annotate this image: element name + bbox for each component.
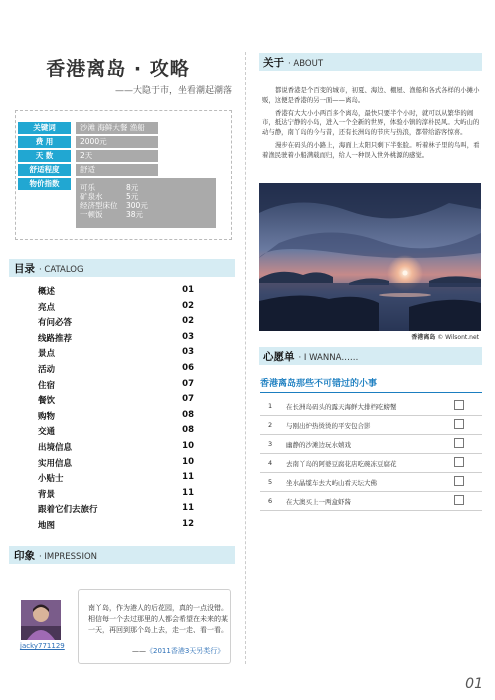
price-value: 5元 [126, 192, 139, 201]
wish-item [260, 454, 482, 473]
avatar-image [21, 600, 61, 640]
catalog-item[interactable]: 活动 06 [38, 362, 194, 375]
wish-number: 1 [268, 402, 273, 410]
catalog-header [9, 259, 235, 277]
catalog-item[interactable]: 交通 08 [38, 425, 194, 438]
price-name: 经济型床位 [80, 201, 118, 210]
avatar[interactable] [21, 600, 61, 640]
catalog-list [38, 285, 194, 535]
catalog-item[interactable]: 餐饮 07 [38, 394, 194, 407]
wish-checkbox[interactable] [454, 495, 464, 505]
wish-number: 6 [268, 497, 273, 505]
price-value: 8元 [126, 183, 139, 192]
info-label: 物价指数 [18, 178, 71, 190]
wanna-heading: 香港离岛那些不可错过的小事 [260, 379, 378, 389]
info-label: 天 数 [18, 150, 71, 162]
user-link[interactable]: jacky771129 [20, 642, 65, 650]
wish-checkbox[interactable] [454, 419, 464, 429]
catalog-item[interactable]: 背景 11 [38, 487, 194, 500]
quote-source-link[interactable]: 《2011香港3天另类行》 [146, 647, 225, 655]
column-divider [245, 52, 246, 664]
wish-number: 5 [268, 478, 273, 486]
about-text [262, 86, 480, 164]
info-value: 沙滩 海鲜大餐 渔船 [76, 122, 158, 134]
catalog-item[interactable]: 跟着它们去旅行 11 [38, 503, 194, 516]
wish-item [260, 397, 482, 416]
wish-item [260, 416, 482, 435]
wanna-divider [260, 392, 482, 393]
wanna-header [259, 347, 482, 365]
catalog-item[interactable]: 有问必答 02 [38, 316, 194, 329]
wish-number: 3 [268, 440, 273, 448]
wish-checkbox[interactable] [454, 400, 464, 410]
wish-checkbox[interactable] [454, 457, 464, 467]
catalog-title: 目录 · CATALOG [14, 263, 84, 275]
quote-text: 南丫岛，作为港人的后花园，真的一点没错。相信每一个去过那里的人都会希望在未来的某一天，再回到那个岛上去，走一走、看一看。 [88, 604, 228, 634]
impression-title: 印象 · IMPRESSION [14, 550, 97, 562]
wanna-title: 心愿单 · I WANNA…… [263, 351, 359, 363]
wish-item [260, 473, 482, 492]
wish-checkbox[interactable] [454, 438, 464, 448]
price-value: 300元 [126, 201, 148, 210]
wish-number: 2 [268, 421, 273, 429]
info-label: 关键词 [18, 122, 71, 134]
catalog-item[interactable]: 亮点 02 [38, 300, 194, 313]
wish-text: 坐水晶缆车去大屿山看天坛大佛 [286, 479, 377, 487]
photo-caption: 香港离岛 © Wilsont.net [411, 334, 479, 341]
page-number: 01 [465, 676, 483, 692]
catalog-item[interactable]: 景点 03 [38, 347, 194, 360]
info-value: 2000元 [76, 136, 158, 148]
price-name: 矿泉水 [80, 192, 103, 201]
impression-header [9, 546, 235, 564]
price-value: 38元 [126, 210, 144, 219]
price-list [76, 178, 216, 228]
info-value: 舒适 [76, 164, 158, 176]
about-header [259, 53, 482, 71]
about-paragraph: 香港有大大小小两百多个离岛，最快只要半个小时，就可以从繁华的闹市，抵达宁静的小岛，进入一个全新的世界，体验小镇的淳朴民风。大屿山的动与静，南丫岛的今与昔，还有长洲岛的节庆与热浪，都带给游客惊喜。 [262, 108, 480, 137]
wish-checkbox[interactable] [454, 476, 464, 486]
price-item [80, 183, 216, 192]
catalog-item[interactable]: 出境信息 10 [38, 440, 194, 453]
price-name: 一顿饭 [80, 210, 103, 219]
catalog-item[interactable]: 地图 12 [38, 518, 194, 531]
catalog-item[interactable]: 小贴士 11 [38, 472, 194, 485]
info-label: 舒适程度 [18, 164, 71, 176]
price-item [80, 210, 216, 219]
price-item [80, 192, 216, 201]
wish-text: 与刚出炉热烫烫的平安包合影 [286, 422, 371, 430]
page-subtitle: ——大隐于市，坐看潮起潮落 [114, 86, 232, 96]
island-photo [259, 183, 481, 331]
wish-text: 在大澳买上一两盒虾酱 [286, 498, 351, 506]
about-paragraph: 都说香港是个百变的城市，初夏、海边、棚屋、渔船和各式各样的小摊小贩，这便是香港的另一面——离岛。 [262, 86, 480, 104]
about-paragraph: 漫步在码头的小路上，海面上太阳只剩下半张脸。听着林子里的鸟叫，看着渔民驶着小船满载而归，给人一种误入世外桃源的感觉。 [262, 140, 480, 159]
wish-number: 4 [268, 459, 273, 467]
wish-text: 幽静的沙滩边玩水嬉戏 [286, 441, 351, 449]
info-label: 费 用 [18, 136, 71, 148]
quote-source: ——《2011香港3天另类行》 [132, 647, 225, 655]
catalog-item[interactable]: 购物 08 [38, 409, 194, 422]
wish-text: 在长洲岛码头的露天海鲜大排档吃螃蟹 [286, 403, 397, 411]
wish-item [260, 435, 482, 454]
catalog-item[interactable]: 实用信息 10 [38, 456, 194, 469]
wish-item [260, 492, 482, 511]
catalog-item[interactable]: 住宿 07 [38, 378, 194, 391]
info-value: 2天 [76, 150, 158, 162]
catalog-item[interactable]: 概述 01 [38, 285, 194, 297]
catalog-item[interactable]: 线路推荐 03 [38, 331, 194, 344]
page-title: 香港离岛 · 攻略 [46, 58, 190, 80]
price-name: 可乐 [80, 183, 95, 192]
wish-text: 去南丫岛的阿婆豆腐花店吃碗冻豆腐花 [286, 460, 397, 468]
about-title: 关于 · ABOUT [263, 57, 324, 69]
price-item [80, 201, 216, 210]
